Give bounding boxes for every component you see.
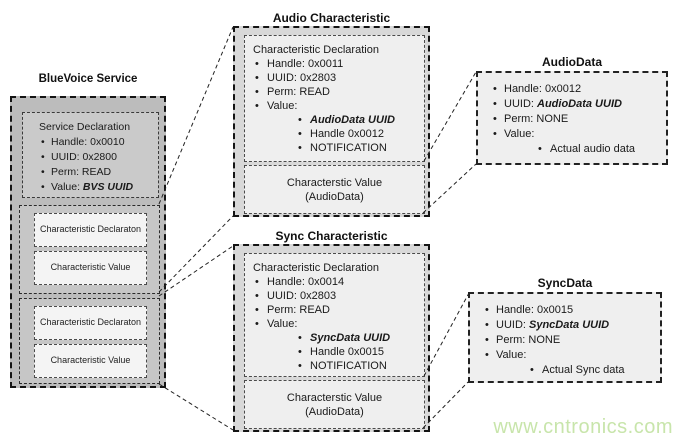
- connector-line: [159, 384, 233, 430]
- bullet-item: • NOTIFICATION: [245, 359, 424, 373]
- sync-value-box: [244, 380, 425, 429]
- bullet-item: • UUID: AudioData UUID: [478, 97, 666, 112]
- bullet-item: • Perm: READ: [23, 165, 158, 180]
- bullet-item: • Handle: 0x0011: [245, 57, 424, 71]
- bullet-item: • Handle: 0x0012: [478, 82, 666, 97]
- bullet-item: • Value: BVS UUID: [23, 180, 158, 195]
- watermark: www.cntronics.com: [493, 416, 673, 438]
- bullet-item: • Handle: 0x0010: [23, 135, 158, 150]
- bullet-item: • Handle: 0x0014: [245, 275, 424, 289]
- connector-line: [159, 246, 233, 296]
- audio-characteristic-box: [233, 26, 430, 217]
- bullet-item: • UUID: 0x2803: [245, 289, 424, 303]
- bullet-item: • Perm: READ: [245, 303, 424, 317]
- syncdata-box: [468, 292, 662, 383]
- audio-declaration-heading: Characteristic Declaration: [253, 44, 379, 56]
- characteristic-value-placeholder: Characteristic Value: [34, 251, 147, 285]
- sync-declaration-box: [244, 253, 425, 377]
- bullet-item: • Value:: [478, 127, 666, 142]
- characteristic-group-2: [19, 298, 160, 384]
- bullet-item: • Perm: NONE: [478, 112, 666, 127]
- sync-characteristic-box: [233, 244, 430, 432]
- sync-characteristic-title: Sync Characteristic: [275, 229, 388, 243]
- sync-value-line1: Characterstic Value: [286, 391, 383, 404]
- emphasized-value: AudioData UUID: [537, 98, 622, 110]
- audio-value-box: [244, 165, 425, 214]
- audiodata-box: [476, 71, 668, 165]
- bullet-item: • Value:: [245, 99, 424, 113]
- bullet-item: [245, 331, 424, 345]
- service-declaration-list: [23, 135, 158, 195]
- connector-line: [159, 216, 233, 292]
- characteristic-declaration-placeholder: Characteristic Declaraton: [34, 213, 147, 247]
- bullet-item: • Handle: 0x0015: [470, 303, 660, 318]
- bullet-item: • UUID: 0x2800: [23, 150, 158, 165]
- audio-declaration-box: [244, 35, 425, 162]
- syncdata-list: [470, 303, 660, 378]
- characteristic-group-1: [19, 205, 160, 294]
- bullet-item: • Perm: NONE: [470, 333, 660, 348]
- bluevoice-service-box: [10, 96, 166, 388]
- emphasized-value: SyncData UUID: [310, 332, 391, 344]
- emphasized-value: BVS UUID: [82, 181, 134, 193]
- connector-line: [424, 72, 476, 161]
- bullet-item: • UUID: SyncData UUID: [470, 318, 660, 333]
- connector-line: [424, 293, 469, 376]
- service-declaration-box: [22, 112, 159, 198]
- sync-declaration-heading: Characteristic Declaration: [253, 262, 379, 274]
- audio-declaration-list: [245, 57, 424, 155]
- characteristic-declaration-placeholder: Characteristic Declaraton: [34, 306, 147, 340]
- connector-line: [423, 164, 476, 213]
- bullet-item: • Actual Sync data: [470, 363, 660, 378]
- syncdata-title: SyncData: [537, 276, 593, 290]
- sync-value-line2: (AudioData): [305, 405, 364, 418]
- bullet-item: • Handle 0x0012: [245, 127, 424, 141]
- emphasized-value: SyncData UUID: [529, 319, 610, 331]
- emphasized-value: AudioData UUID: [310, 114, 395, 126]
- bullet-item: • Value:: [470, 348, 660, 363]
- service-declaration-heading: Service Declaration: [39, 121, 131, 133]
- audio-value-line2: (AudioData): [305, 190, 364, 203]
- bullet-item: [245, 113, 424, 127]
- bullet-item: • Value:: [245, 317, 424, 331]
- bluevoice-service-title: BlueVoice Service: [38, 73, 138, 85]
- audiodata-title: AudioData: [542, 55, 602, 69]
- bullet-item: • Perm: READ: [245, 85, 424, 99]
- bullet-item: • Handle 0x0015: [245, 345, 424, 359]
- bullet-item: • Actual audio data: [478, 142, 666, 157]
- connector-line: [159, 27, 233, 204]
- bullet-item: • NOTIFICATION: [245, 141, 424, 155]
- audio-value-line1: Characterstic Value: [286, 176, 383, 189]
- sync-declaration-list: [245, 275, 424, 373]
- audiodata-list: [478, 82, 666, 157]
- characteristic-value-placeholder: Characteristic Value: [34, 344, 147, 378]
- bullet-item: • UUID: 0x2803: [245, 71, 424, 85]
- audio-characteristic-title: Audio Characteristic: [272, 11, 391, 25]
